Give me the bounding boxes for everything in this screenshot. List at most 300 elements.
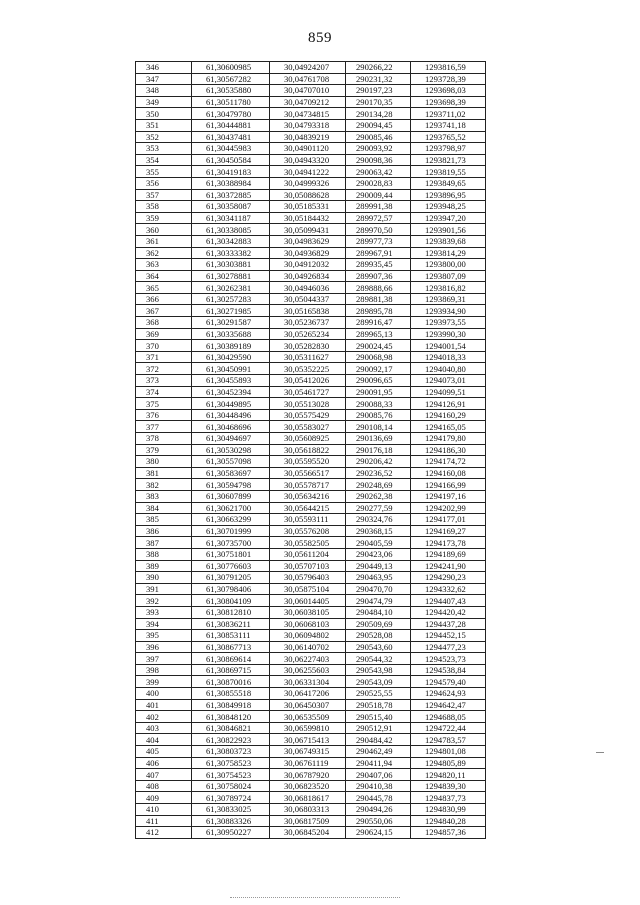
y-coordinate-cell: 1294174,72 (411, 456, 486, 468)
x-coordinate-cell: 290544,32 (346, 653, 411, 665)
latitude-cell: 61,30758024 (192, 780, 270, 792)
x-coordinate-cell: 289965,13 (346, 328, 411, 340)
y-coordinate-cell: 1294179,80 (411, 433, 486, 445)
latitude-cell: 61,30621700 (192, 502, 270, 514)
longitude-cell: 30,05461727 (270, 386, 346, 398)
latitude-cell: 61,30468696 (192, 421, 270, 433)
x-coordinate-cell: 290277,59 (346, 502, 411, 514)
table-row (136, 131, 486, 143)
point-number-cell: 372 (136, 363, 192, 375)
x-coordinate-cell: 290543,60 (346, 641, 411, 653)
x-coordinate-cell: 290085,76 (346, 409, 411, 421)
longitude-cell: 30,06450307 (270, 699, 346, 711)
point-number-cell: 402 (136, 711, 192, 723)
y-coordinate-cell: 1293973,55 (411, 317, 486, 329)
longitude-cell: 30,04707010 (270, 85, 346, 97)
x-coordinate-cell: 289991,38 (346, 201, 411, 213)
x-coordinate-cell: 290136,69 (346, 433, 411, 445)
x-coordinate-cell: 290092,17 (346, 363, 411, 375)
x-coordinate-cell: 290445,78 (346, 792, 411, 804)
point-number-cell: 349 (136, 96, 192, 108)
x-coordinate-cell: 290474,79 (346, 595, 411, 607)
point-number-cell: 396 (136, 641, 192, 653)
x-coordinate-cell: 290405,59 (346, 537, 411, 549)
coordinates-table-body (136, 62, 486, 839)
point-number-cell: 412 (136, 827, 192, 839)
table-row (136, 548, 486, 560)
latitude-cell: 61,30812810 (192, 606, 270, 618)
point-number-cell: 379 (136, 444, 192, 456)
x-coordinate-cell: 290624,15 (346, 827, 411, 839)
y-coordinate-cell: 1293896,95 (411, 189, 486, 201)
table-row (136, 444, 486, 456)
point-number-cell: 352 (136, 131, 192, 143)
y-coordinate-cell: 1294186,30 (411, 444, 486, 456)
x-coordinate-cell: 290134,28 (346, 108, 411, 120)
latitude-cell: 61,30530298 (192, 444, 270, 456)
y-coordinate-cell: 1293698,03 (411, 85, 486, 97)
x-coordinate-cell: 290411,94 (346, 757, 411, 769)
x-coordinate-cell: 290484,10 (346, 606, 411, 618)
point-number-cell: 394 (136, 618, 192, 630)
x-coordinate-cell: 290509,69 (346, 618, 411, 630)
longitude-cell: 30,04926834 (270, 270, 346, 282)
longitude-cell: 30,04761708 (270, 73, 346, 85)
latitude-cell: 61,30479780 (192, 108, 270, 120)
y-coordinate-cell: 1293800,00 (411, 259, 486, 271)
longitude-cell: 30,04912032 (270, 259, 346, 271)
x-coordinate-cell: 290494,26 (346, 804, 411, 816)
x-coordinate-cell: 290410,38 (346, 780, 411, 792)
latitude-cell: 61,30358087 (192, 201, 270, 213)
point-number-cell: 397 (136, 653, 192, 665)
longitude-cell: 30,05412026 (270, 375, 346, 387)
latitude-cell: 61,30494697 (192, 433, 270, 445)
table-row (136, 514, 486, 526)
point-number-cell: 366 (136, 293, 192, 305)
longitude-cell: 30,05593111 (270, 514, 346, 526)
y-coordinate-cell: 1294523,73 (411, 653, 486, 665)
table-row (136, 212, 486, 224)
table-row (136, 456, 486, 468)
table-row (136, 734, 486, 746)
y-coordinate-cell: 1294197,16 (411, 490, 486, 502)
latitude-cell: 61,30798406 (192, 583, 270, 595)
point-number-cell: 355 (136, 166, 192, 178)
longitude-cell: 30,06038105 (270, 606, 346, 618)
table-row (136, 583, 486, 595)
latitude-cell: 61,30444881 (192, 119, 270, 131)
longitude-cell: 30,06715413 (270, 734, 346, 746)
latitude-cell: 61,30448496 (192, 409, 270, 421)
table-row (136, 572, 486, 584)
longitude-cell: 30,04924207 (270, 62, 346, 74)
longitude-cell: 30,06599810 (270, 722, 346, 734)
point-number-cell: 348 (136, 85, 192, 97)
y-coordinate-cell: 1294290,23 (411, 572, 486, 584)
longitude-cell: 30,05184432 (270, 212, 346, 224)
point-number-cell: 403 (136, 722, 192, 734)
longitude-cell: 30,06014405 (270, 595, 346, 607)
latitude-cell: 61,30303881 (192, 259, 270, 271)
latitude-cell: 61,30449895 (192, 398, 270, 410)
latitude-cell: 61,30567282 (192, 73, 270, 85)
table-row (136, 177, 486, 189)
latitude-cell: 61,30600985 (192, 62, 270, 74)
y-coordinate-cell: 1293728,39 (411, 73, 486, 85)
point-number-cell: 361 (136, 235, 192, 247)
y-coordinate-cell: 1293849,65 (411, 177, 486, 189)
latitude-cell: 61,30278881 (192, 270, 270, 282)
y-coordinate-cell: 1294332,62 (411, 583, 486, 595)
x-coordinate-cell: 290470,70 (346, 583, 411, 595)
point-number-cell: 374 (136, 386, 192, 398)
x-coordinate-cell: 290449,13 (346, 560, 411, 572)
table-row (136, 676, 486, 688)
longitude-cell: 30,06823520 (270, 780, 346, 792)
latitude-cell: 61,30950227 (192, 827, 270, 839)
table-row (136, 143, 486, 155)
latitude-cell: 61,30342883 (192, 235, 270, 247)
y-coordinate-cell: 1294202,99 (411, 502, 486, 514)
point-number-cell: 369 (136, 328, 192, 340)
latitude-cell: 61,30445983 (192, 143, 270, 155)
y-coordinate-cell: 1294805,89 (411, 757, 486, 769)
latitude-cell: 61,30419183 (192, 166, 270, 178)
y-coordinate-cell: 1293711,02 (411, 108, 486, 120)
latitude-cell: 61,30389189 (192, 340, 270, 352)
y-coordinate-cell: 1293948,25 (411, 201, 486, 213)
latitude-cell: 61,30822923 (192, 734, 270, 746)
longitude-cell: 30,05311627 (270, 351, 346, 363)
longitude-cell: 30,05088628 (270, 189, 346, 201)
y-coordinate-cell: 1294241,90 (411, 560, 486, 572)
longitude-cell: 30,05618822 (270, 444, 346, 456)
table-row (136, 641, 486, 653)
x-coordinate-cell: 289977,73 (346, 235, 411, 247)
latitude-cell: 61,30583697 (192, 467, 270, 479)
point-number-cell: 375 (136, 398, 192, 410)
latitude-cell: 61,30853111 (192, 630, 270, 642)
longitude-cell: 30,06749315 (270, 746, 346, 758)
point-number-cell: 354 (136, 154, 192, 166)
longitude-cell: 30,05644215 (270, 502, 346, 514)
y-coordinate-cell: 1294837,73 (411, 792, 486, 804)
table-row (136, 386, 486, 398)
x-coordinate-cell: 289967,91 (346, 247, 411, 259)
x-coordinate-cell: 290098,36 (346, 154, 411, 166)
point-number-cell: 398 (136, 664, 192, 676)
y-coordinate-cell: 1294177,01 (411, 514, 486, 526)
latitude-cell: 61,30511780 (192, 96, 270, 108)
scan-artifact-dots (230, 897, 400, 898)
point-number-cell: 401 (136, 699, 192, 711)
y-coordinate-cell: 1294437,28 (411, 618, 486, 630)
longitude-cell: 30,06255603 (270, 664, 346, 676)
latitude-cell: 61,30338085 (192, 224, 270, 236)
y-coordinate-cell: 1293798,97 (411, 143, 486, 155)
table-row (136, 340, 486, 352)
y-coordinate-cell: 1294040,80 (411, 363, 486, 375)
y-coordinate-cell: 1293765,52 (411, 131, 486, 143)
longitude-cell: 30,04943320 (270, 154, 346, 166)
x-coordinate-cell: 290170,35 (346, 96, 411, 108)
x-coordinate-cell: 290248,69 (346, 479, 411, 491)
y-coordinate-cell: 1293819,55 (411, 166, 486, 178)
point-number-cell: 381 (136, 467, 192, 479)
longitude-cell: 30,05583027 (270, 421, 346, 433)
point-number-cell: 357 (136, 189, 192, 201)
point-number-cell: 399 (136, 676, 192, 688)
point-number-cell: 364 (136, 270, 192, 282)
table-row (136, 688, 486, 700)
latitude-cell: 61,30437481 (192, 131, 270, 143)
table-row (136, 595, 486, 607)
latitude-cell: 61,30836211 (192, 618, 270, 630)
latitude-cell: 61,30751801 (192, 548, 270, 560)
latitude-cell: 61,30450991 (192, 363, 270, 375)
longitude-cell: 30,05576208 (270, 525, 346, 537)
point-number-cell: 351 (136, 119, 192, 131)
y-coordinate-cell: 1294189,69 (411, 548, 486, 560)
point-number-cell: 371 (136, 351, 192, 363)
longitude-cell: 30,04734815 (270, 108, 346, 120)
x-coordinate-cell: 290543,98 (346, 664, 411, 676)
latitude-cell: 61,30855518 (192, 688, 270, 700)
table-row (136, 653, 486, 665)
longitude-cell: 30,04709212 (270, 96, 346, 108)
table-row (136, 502, 486, 514)
point-number-cell: 395 (136, 630, 192, 642)
latitude-cell: 61,30735700 (192, 537, 270, 549)
table-row (136, 804, 486, 816)
point-number-cell: 382 (136, 479, 192, 491)
latitude-cell: 61,30869715 (192, 664, 270, 676)
table-row (136, 711, 486, 723)
table-row (136, 224, 486, 236)
y-coordinate-cell: 1294126,91 (411, 398, 486, 410)
table-row (136, 201, 486, 213)
longitude-cell: 30,05282830 (270, 340, 346, 352)
latitude-cell: 61,30663299 (192, 514, 270, 526)
y-coordinate-cell: 1294579,40 (411, 676, 486, 688)
point-number-cell: 370 (136, 340, 192, 352)
x-coordinate-cell: 290463,95 (346, 572, 411, 584)
point-number-cell: 363 (136, 259, 192, 271)
table-row (136, 305, 486, 317)
point-number-cell: 376 (136, 409, 192, 421)
point-number-cell: 386 (136, 525, 192, 537)
y-coordinate-cell: 1294830,99 (411, 804, 486, 816)
x-coordinate-cell: 290096,65 (346, 375, 411, 387)
point-number-cell: 410 (136, 804, 192, 816)
point-number-cell: 392 (136, 595, 192, 607)
latitude-cell: 61,30607899 (192, 490, 270, 502)
latitude-cell: 61,30257283 (192, 293, 270, 305)
y-coordinate-cell: 1294642,47 (411, 699, 486, 711)
x-coordinate-cell: 290236,52 (346, 467, 411, 479)
x-coordinate-cell: 290028,83 (346, 177, 411, 189)
table-row (136, 525, 486, 537)
point-number-cell: 391 (136, 583, 192, 595)
table-row (136, 293, 486, 305)
latitude-cell: 61,30450584 (192, 154, 270, 166)
point-number-cell: 383 (136, 490, 192, 502)
point-number-cell: 367 (136, 305, 192, 317)
y-coordinate-cell: 1293901,56 (411, 224, 486, 236)
table-row (136, 328, 486, 340)
y-coordinate-cell: 1294099,51 (411, 386, 486, 398)
point-number-cell: 362 (136, 247, 192, 259)
table-row (136, 757, 486, 769)
y-coordinate-cell: 1294407,43 (411, 595, 486, 607)
table-row (136, 780, 486, 792)
table-row (136, 398, 486, 410)
latitude-cell: 61,30455893 (192, 375, 270, 387)
table-row (136, 664, 486, 676)
table-row (136, 479, 486, 491)
x-coordinate-cell: 290231,32 (346, 73, 411, 85)
x-coordinate-cell: 289888,66 (346, 282, 411, 294)
x-coordinate-cell: 290518,78 (346, 699, 411, 711)
latitude-cell: 61,30335688 (192, 328, 270, 340)
x-coordinate-cell: 290515,40 (346, 711, 411, 723)
x-coordinate-cell: 289895,78 (346, 305, 411, 317)
point-number-cell: 347 (136, 73, 192, 85)
latitude-cell: 61,30333382 (192, 247, 270, 259)
longitude-cell: 30,06787920 (270, 769, 346, 781)
longitude-cell: 30,05595520 (270, 456, 346, 468)
x-coordinate-cell: 289935,45 (346, 259, 411, 271)
x-coordinate-cell: 290063,42 (346, 166, 411, 178)
x-coordinate-cell: 289907,36 (346, 270, 411, 282)
page-number: 859 (308, 30, 332, 46)
longitude-cell: 30,05566517 (270, 467, 346, 479)
longitude-cell: 30,05875104 (270, 583, 346, 595)
y-coordinate-cell: 1294160,08 (411, 467, 486, 479)
latitude-cell: 61,30429590 (192, 351, 270, 363)
y-coordinate-cell: 1293869,31 (411, 293, 486, 305)
x-coordinate-cell: 290423,06 (346, 548, 411, 560)
latitude-cell: 61,30452394 (192, 386, 270, 398)
y-coordinate-cell: 1293814,29 (411, 247, 486, 259)
x-coordinate-cell: 290009,44 (346, 189, 411, 201)
point-number-cell: 365 (136, 282, 192, 294)
table-row (136, 606, 486, 618)
table-row (136, 270, 486, 282)
longitude-cell: 30,05044337 (270, 293, 346, 305)
table-row (136, 73, 486, 85)
y-coordinate-cell: 1293816,59 (411, 62, 486, 74)
latitude-cell: 61,30594798 (192, 479, 270, 491)
table-row (136, 467, 486, 479)
latitude-cell: 61,30848120 (192, 711, 270, 723)
longitude-cell: 30,05634216 (270, 490, 346, 502)
longitude-cell: 30,06818617 (270, 792, 346, 804)
y-coordinate-cell: 1294477,23 (411, 641, 486, 653)
longitude-cell: 30,05582505 (270, 537, 346, 549)
longitude-cell: 30,05265234 (270, 328, 346, 340)
longitude-cell: 30,04999326 (270, 177, 346, 189)
point-number-cell: 359 (136, 212, 192, 224)
longitude-cell: 30,05611204 (270, 548, 346, 560)
latitude-cell: 61,30388984 (192, 177, 270, 189)
table-row (136, 409, 486, 421)
y-coordinate-cell: 1294839,30 (411, 780, 486, 792)
latitude-cell: 61,30849918 (192, 699, 270, 711)
table-row (136, 259, 486, 271)
x-coordinate-cell: 290550,06 (346, 815, 411, 827)
y-coordinate-cell: 1294420,42 (411, 606, 486, 618)
longitude-cell: 30,06140702 (270, 641, 346, 653)
y-coordinate-cell: 1294538,84 (411, 664, 486, 676)
table-row (136, 282, 486, 294)
table-row (136, 154, 486, 166)
longitude-cell: 30,04983629 (270, 235, 346, 247)
x-coordinate-cell: 290085,46 (346, 131, 411, 143)
y-coordinate-cell: 1294169,27 (411, 525, 486, 537)
x-coordinate-cell: 290088,33 (346, 398, 411, 410)
latitude-cell: 61,30870016 (192, 676, 270, 688)
y-coordinate-cell: 1293839,68 (411, 235, 486, 247)
latitude-cell: 61,30754523 (192, 769, 270, 781)
y-coordinate-cell: 1293698,39 (411, 96, 486, 108)
table-row (136, 421, 486, 433)
table-row (136, 317, 486, 329)
y-coordinate-cell: 1294173,78 (411, 537, 486, 549)
point-number-cell: 387 (136, 537, 192, 549)
table-row (136, 722, 486, 734)
latitude-cell: 61,30291587 (192, 317, 270, 329)
point-number-cell: 390 (136, 572, 192, 584)
latitude-cell: 61,30341187 (192, 212, 270, 224)
y-coordinate-cell: 1294840,28 (411, 815, 486, 827)
table-row (136, 96, 486, 108)
y-coordinate-cell: 1294073,01 (411, 375, 486, 387)
x-coordinate-cell: 290484,42 (346, 734, 411, 746)
table-row (136, 815, 486, 827)
x-coordinate-cell: 290108,14 (346, 421, 411, 433)
y-coordinate-cell: 1293816,82 (411, 282, 486, 294)
y-coordinate-cell: 1293947,20 (411, 212, 486, 224)
point-number-cell: 358 (136, 201, 192, 213)
point-number-cell: 409 (136, 792, 192, 804)
y-coordinate-cell: 1293741,18 (411, 119, 486, 131)
longitude-cell: 30,04839219 (270, 131, 346, 143)
table-row (136, 247, 486, 259)
longitude-cell: 30,06817509 (270, 815, 346, 827)
x-coordinate-cell: 289970,50 (346, 224, 411, 236)
point-number-cell: 368 (136, 317, 192, 329)
point-number-cell: 405 (136, 746, 192, 758)
x-coordinate-cell: 289881,38 (346, 293, 411, 305)
point-number-cell: 400 (136, 688, 192, 700)
table-row (136, 490, 486, 502)
latitude-cell: 61,30867713 (192, 641, 270, 653)
y-coordinate-cell: 1293807,09 (411, 270, 486, 282)
latitude-cell: 61,30776603 (192, 560, 270, 572)
x-coordinate-cell: 290368,15 (346, 525, 411, 537)
x-coordinate-cell: 289916,47 (346, 317, 411, 329)
point-number-cell: 377 (136, 421, 192, 433)
point-number-cell: 389 (136, 560, 192, 572)
x-coordinate-cell: 290266,22 (346, 62, 411, 74)
x-coordinate-cell: 290197,23 (346, 85, 411, 97)
table-row (136, 119, 486, 131)
x-coordinate-cell: 289972,57 (346, 212, 411, 224)
y-coordinate-cell: 1294452,15 (411, 630, 486, 642)
x-coordinate-cell: 290091,95 (346, 386, 411, 398)
